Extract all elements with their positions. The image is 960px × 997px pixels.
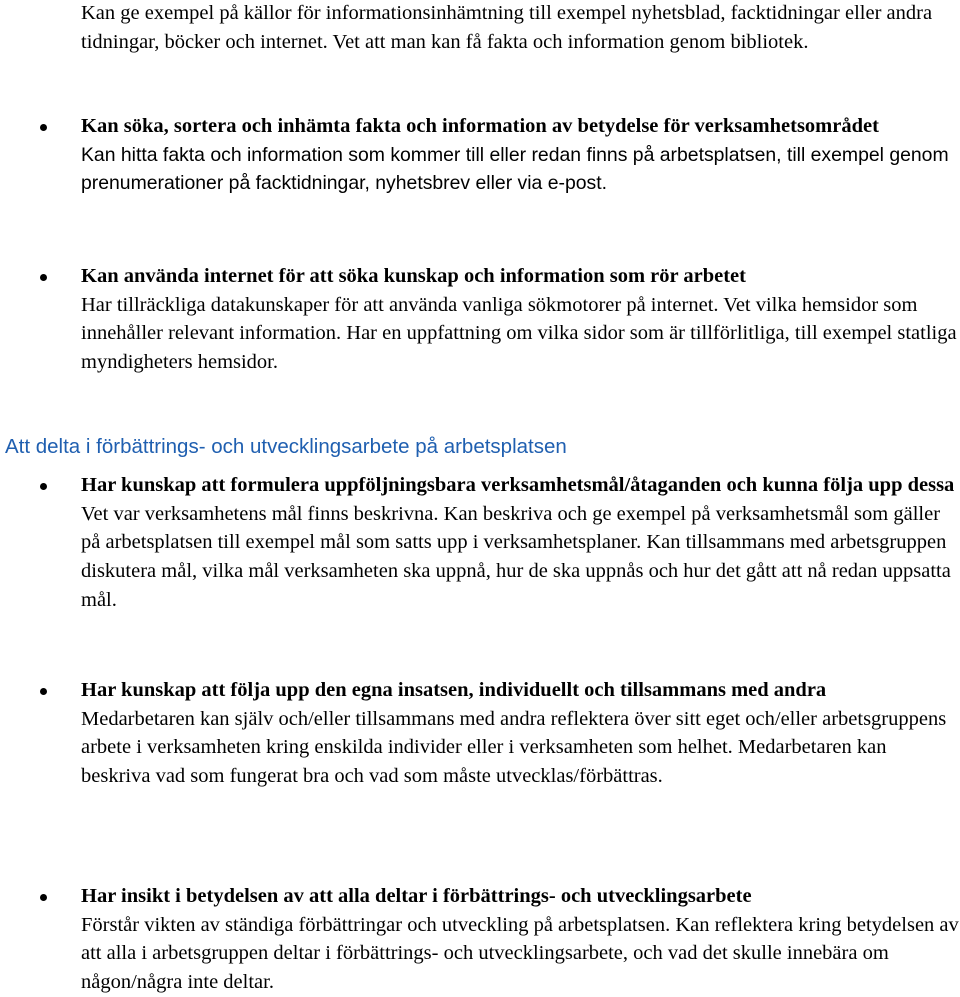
bullet-icon <box>40 274 47 281</box>
bullet-icon <box>40 894 47 901</box>
list-item-title: Har kunskap att formulera uppföljningsbara verksamhetsmål/åtaganden och kunna följa upp dessa <box>81 474 955 496</box>
list-item-body: Kan hitta fakta och information som kommer till eller redan finns på arbetsplatsen, till exempel genom prenumerationer på facktidningar, nyhetsbrev eller via e-post. <box>81 143 949 195</box>
list-item-body: Har tillräckliga datakunskaper för att använda vanliga sökmotorer på internet. Vet vilka hemsidor som innehåller relevant information. Har en uppfattning om vilka sidor som är tillförlitliga, till exempel statliga myndigheters hemsidor. <box>81 293 957 374</box>
intro-paragraph: Kan ge exempel på källor för informationsinhämtning till exempel nyhetsblad, facktidningar eller andra tidningar, böcker och internet. Vet att man kan få fakta och information genom bibliotek. <box>81 2 933 53</box>
list-item-body: Vet var verksamhetens mål finns beskrivna. Kan beskriva och ge exempel på verksamhetsmål som gäller på arbetsplatsen till exempel mål som satts upp i verksamhetsplaner. Kan tillsammans med arbetsgruppen diskutera mål, vilka mål verksamheten ska uppnå, hur de ska uppnås och hur det gått att nå redan uppsatta mål. <box>81 502 951 611</box>
list-item-body: Förstår vikten av ständiga förbättringar och utveckling på arbetsplatsen. Kan reflektera kring betydelsen av att alla i arbetsgruppen deltar i förbättrings- och utvecklingsarbete, och vad det skulle innebära om någon/några inte deltar. <box>81 913 959 994</box>
list-item-internet-search <box>81 262 959 377</box>
bullet-icon <box>40 483 47 490</box>
list-item-goals <box>81 471 959 615</box>
list-item-follow-up <box>81 676 959 791</box>
list-item-title: Har insikt i betydelsen av att alla deltar i förbättrings- och utvecklingsarbete <box>81 885 752 907</box>
list-item-improvement <box>81 882 959 997</box>
section-heading: Att delta i förbättrings- och utvecklingsarbete på arbetsplatsen <box>5 435 567 458</box>
list-item-title: Har kunskap att följa upp den egna insatsen, individuellt och tillsammans med andra <box>81 679 827 701</box>
list-item-title: Kan använda internet för att söka kunskap och information som rör arbetet <box>81 265 746 287</box>
list-item-search-facts <box>81 112 959 198</box>
bullet-icon <box>40 688 47 695</box>
list-item-title: Kan söka, sortera och inhämta fakta och information av betydelse för verksamhetsområdet <box>81 115 879 137</box>
list-item-body: Medarbetaren kan själv och/eller tillsammans med andra reflektera över sitt eget och/eller arbetsgruppens arbete i verksamheten kring enskilda individer eller i verksamheten som helhet. Medarbetaren kan beskriva vad som fungerat bra och vad som måste utvecklas/förbättras. <box>81 707 947 788</box>
bullet-icon <box>40 124 47 131</box>
